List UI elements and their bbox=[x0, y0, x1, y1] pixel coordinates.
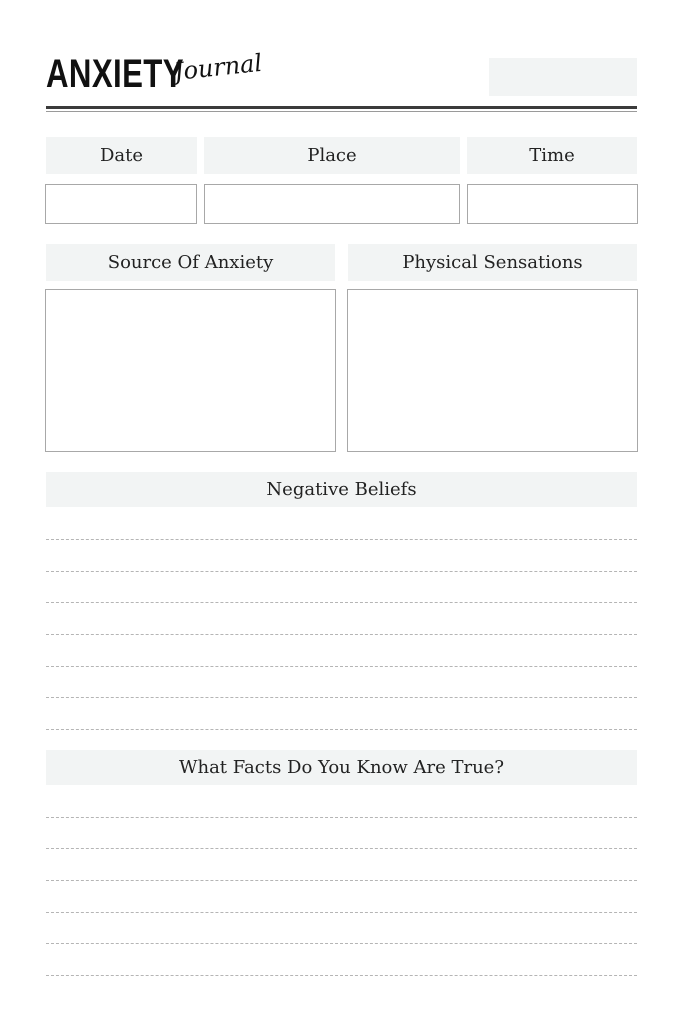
facts-line[interactable] bbox=[46, 880, 637, 881]
facts-line[interactable] bbox=[46, 912, 637, 913]
negative-beliefs-line[interactable] bbox=[46, 602, 637, 603]
place-label: Place bbox=[204, 137, 460, 174]
source-of-anxiety-box[interactable] bbox=[45, 289, 336, 452]
time-label: Time bbox=[467, 137, 637, 174]
physical-sensations-label: Physical Sensations bbox=[348, 244, 637, 281]
negative-beliefs-line[interactable] bbox=[46, 729, 637, 730]
negative-beliefs-line[interactable] bbox=[46, 539, 637, 540]
journal-subtitle-script: Journal bbox=[172, 48, 264, 86]
negative-beliefs-line[interactable] bbox=[46, 666, 637, 667]
header-rule-thin bbox=[46, 111, 637, 112]
time-field[interactable] bbox=[467, 184, 638, 224]
negative-beliefs-line[interactable] bbox=[46, 697, 637, 698]
facts-line[interactable] bbox=[46, 943, 637, 944]
negative-beliefs-line[interactable] bbox=[46, 634, 637, 635]
source-of-anxiety-label: Source Of Anxiety bbox=[46, 244, 335, 281]
journal-title: ANXIETY bbox=[46, 52, 184, 96]
date-field[interactable] bbox=[45, 184, 197, 224]
facts-line[interactable] bbox=[46, 848, 637, 849]
negative-beliefs-label: Negative Beliefs bbox=[46, 472, 637, 507]
facts-label: What Facts Do You Know Are True? bbox=[46, 750, 637, 785]
physical-sensations-box[interactable] bbox=[347, 289, 638, 452]
place-field[interactable] bbox=[204, 184, 460, 224]
facts-line[interactable] bbox=[46, 975, 637, 976]
header-blank-box bbox=[489, 58, 637, 96]
negative-beliefs-line[interactable] bbox=[46, 571, 637, 572]
header-rule-thick bbox=[46, 106, 637, 109]
date-label: Date bbox=[46, 137, 197, 174]
facts-line[interactable] bbox=[46, 817, 637, 818]
